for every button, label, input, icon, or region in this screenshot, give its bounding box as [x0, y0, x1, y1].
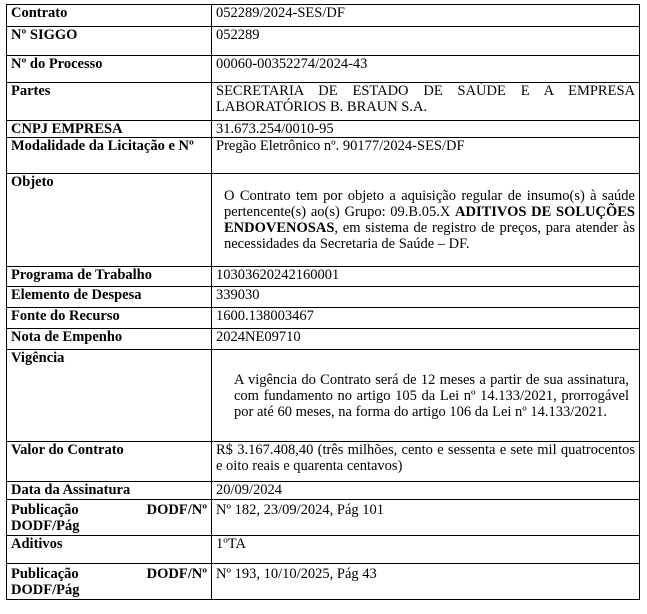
objeto-text-start: O Contrato tem por objeto a aquisição regular de insumo(s) à saúde pertencente(s) ao(s) Grupo: 09.B.05.X	[224, 188, 635, 220]
row-empenho	[7, 329, 640, 350]
value-aditivos: 1ºTA	[212, 536, 640, 564]
row-valor	[7, 442, 640, 482]
label-publicacao-1-line	[11, 502, 207, 518]
value-valor: R$ 3.167.408,40 (três milhões, cento e sessenta e sete mil quatrocentos e oito reais e quarenta centavos)	[212, 442, 640, 482]
label-processo: Nº do Processo	[7, 56, 212, 83]
value-cnpj: 31.673.254/0010-95	[212, 121, 640, 138]
label-publicacao-1-c: DODF/Pág	[11, 518, 80, 534]
row-contrato	[7, 5, 640, 27]
value-fonte: 1600.138003467	[212, 308, 640, 329]
value-contrato: 052289/2024-SES/DF	[212, 5, 640, 27]
label-publicacao-2-c: DODF/Pág	[11, 582, 80, 598]
objeto-text-end: , em sistema de registro de preços, para atender às necessidades da Secretaria de Saúde – DF.	[224, 220, 635, 252]
row-objeto	[7, 174, 640, 267]
label-assinatura: Data da Assinatura	[7, 482, 212, 500]
label-publicacao-2-b: DODF/Nº	[146, 566, 207, 582]
label-empenho: Nota de Empenho	[7, 329, 212, 350]
label-partes: Partes	[7, 83, 212, 121]
contract-summary-table	[6, 4, 640, 600]
value-assinatura: 20/09/2024	[212, 482, 640, 500]
row-cnpj	[7, 121, 640, 138]
label-publicacao-1-b: DODF/Nº	[146, 502, 207, 518]
label-fonte: Fonte do Recurso	[7, 308, 212, 329]
value-processo: 00060-00352274/2024-43	[212, 56, 640, 83]
value-publicacao-2: Nº 193, 10/10/2025, Pág 43	[212, 564, 640, 600]
value-modalidade: Pregão Eletrônico nº. 90177/2024-SES/DF	[212, 138, 640, 174]
value-publicacao-1: Nº 182, 23/09/2024, Pág 101	[212, 500, 640, 536]
value-objeto	[212, 174, 640, 267]
label-vigencia: Vigência	[7, 350, 212, 442]
label-modalidade: Modalidade da Licitação e Nº	[7, 138, 212, 174]
label-publicacao-2-a: Publicação	[11, 566, 79, 582]
row-publicacao-1	[7, 500, 640, 536]
label-valor: Valor do Contrato	[7, 442, 212, 482]
label-publicacao-2-line	[11, 566, 207, 582]
value-elemento: 339030	[212, 287, 640, 308]
objeto-text-bold: ADITIVOS DE SOLUÇÕES ENDOVENOSAS	[224, 204, 635, 236]
value-programa: 10303620242160001	[212, 267, 640, 287]
row-siggo	[7, 27, 640, 56]
label-publicacao-1	[7, 500, 212, 536]
label-publicacao-1-a: Publicação	[11, 502, 79, 518]
row-publicacao-2	[7, 564, 640, 600]
label-cnpj: CNPJ EMPRESA	[7, 121, 212, 138]
label-publicacao-2	[7, 564, 212, 600]
value-empenho: 2024NE09710	[212, 329, 640, 350]
row-modalidade	[7, 138, 640, 174]
label-programa: Programa de Trabalho	[7, 267, 212, 287]
label-elemento: Elemento de Despesa	[7, 287, 212, 308]
row-elemento	[7, 287, 640, 308]
row-vigencia	[7, 350, 640, 442]
row-partes	[7, 83, 640, 121]
value-vigencia: A vigência do Contrato será de 12 meses a partir de sua assinatura, com fundamento no artigo 105 da Lei nº 14.133/2021, prorrogável por até 60 meses, na forma do artigo 106 da Lei nº 14.133/2021.	[212, 350, 640, 442]
label-contrato: Contrato	[7, 5, 212, 27]
label-siggo: Nº SIGGO	[7, 27, 212, 56]
value-partes: SECRETARIA DE ESTADO DE SAÚDE E A EMPRESA LABORATÓRIOS B. BRAUN S.A.	[212, 83, 640, 121]
label-objeto: Objeto	[7, 174, 212, 267]
value-siggo: 052289	[212, 27, 640, 56]
row-programa	[7, 267, 640, 287]
label-aditivos: Aditivos	[7, 536, 212, 564]
row-assinatura	[7, 482, 640, 500]
row-processo	[7, 56, 640, 83]
row-fonte	[7, 308, 640, 329]
row-aditivos	[7, 536, 640, 564]
